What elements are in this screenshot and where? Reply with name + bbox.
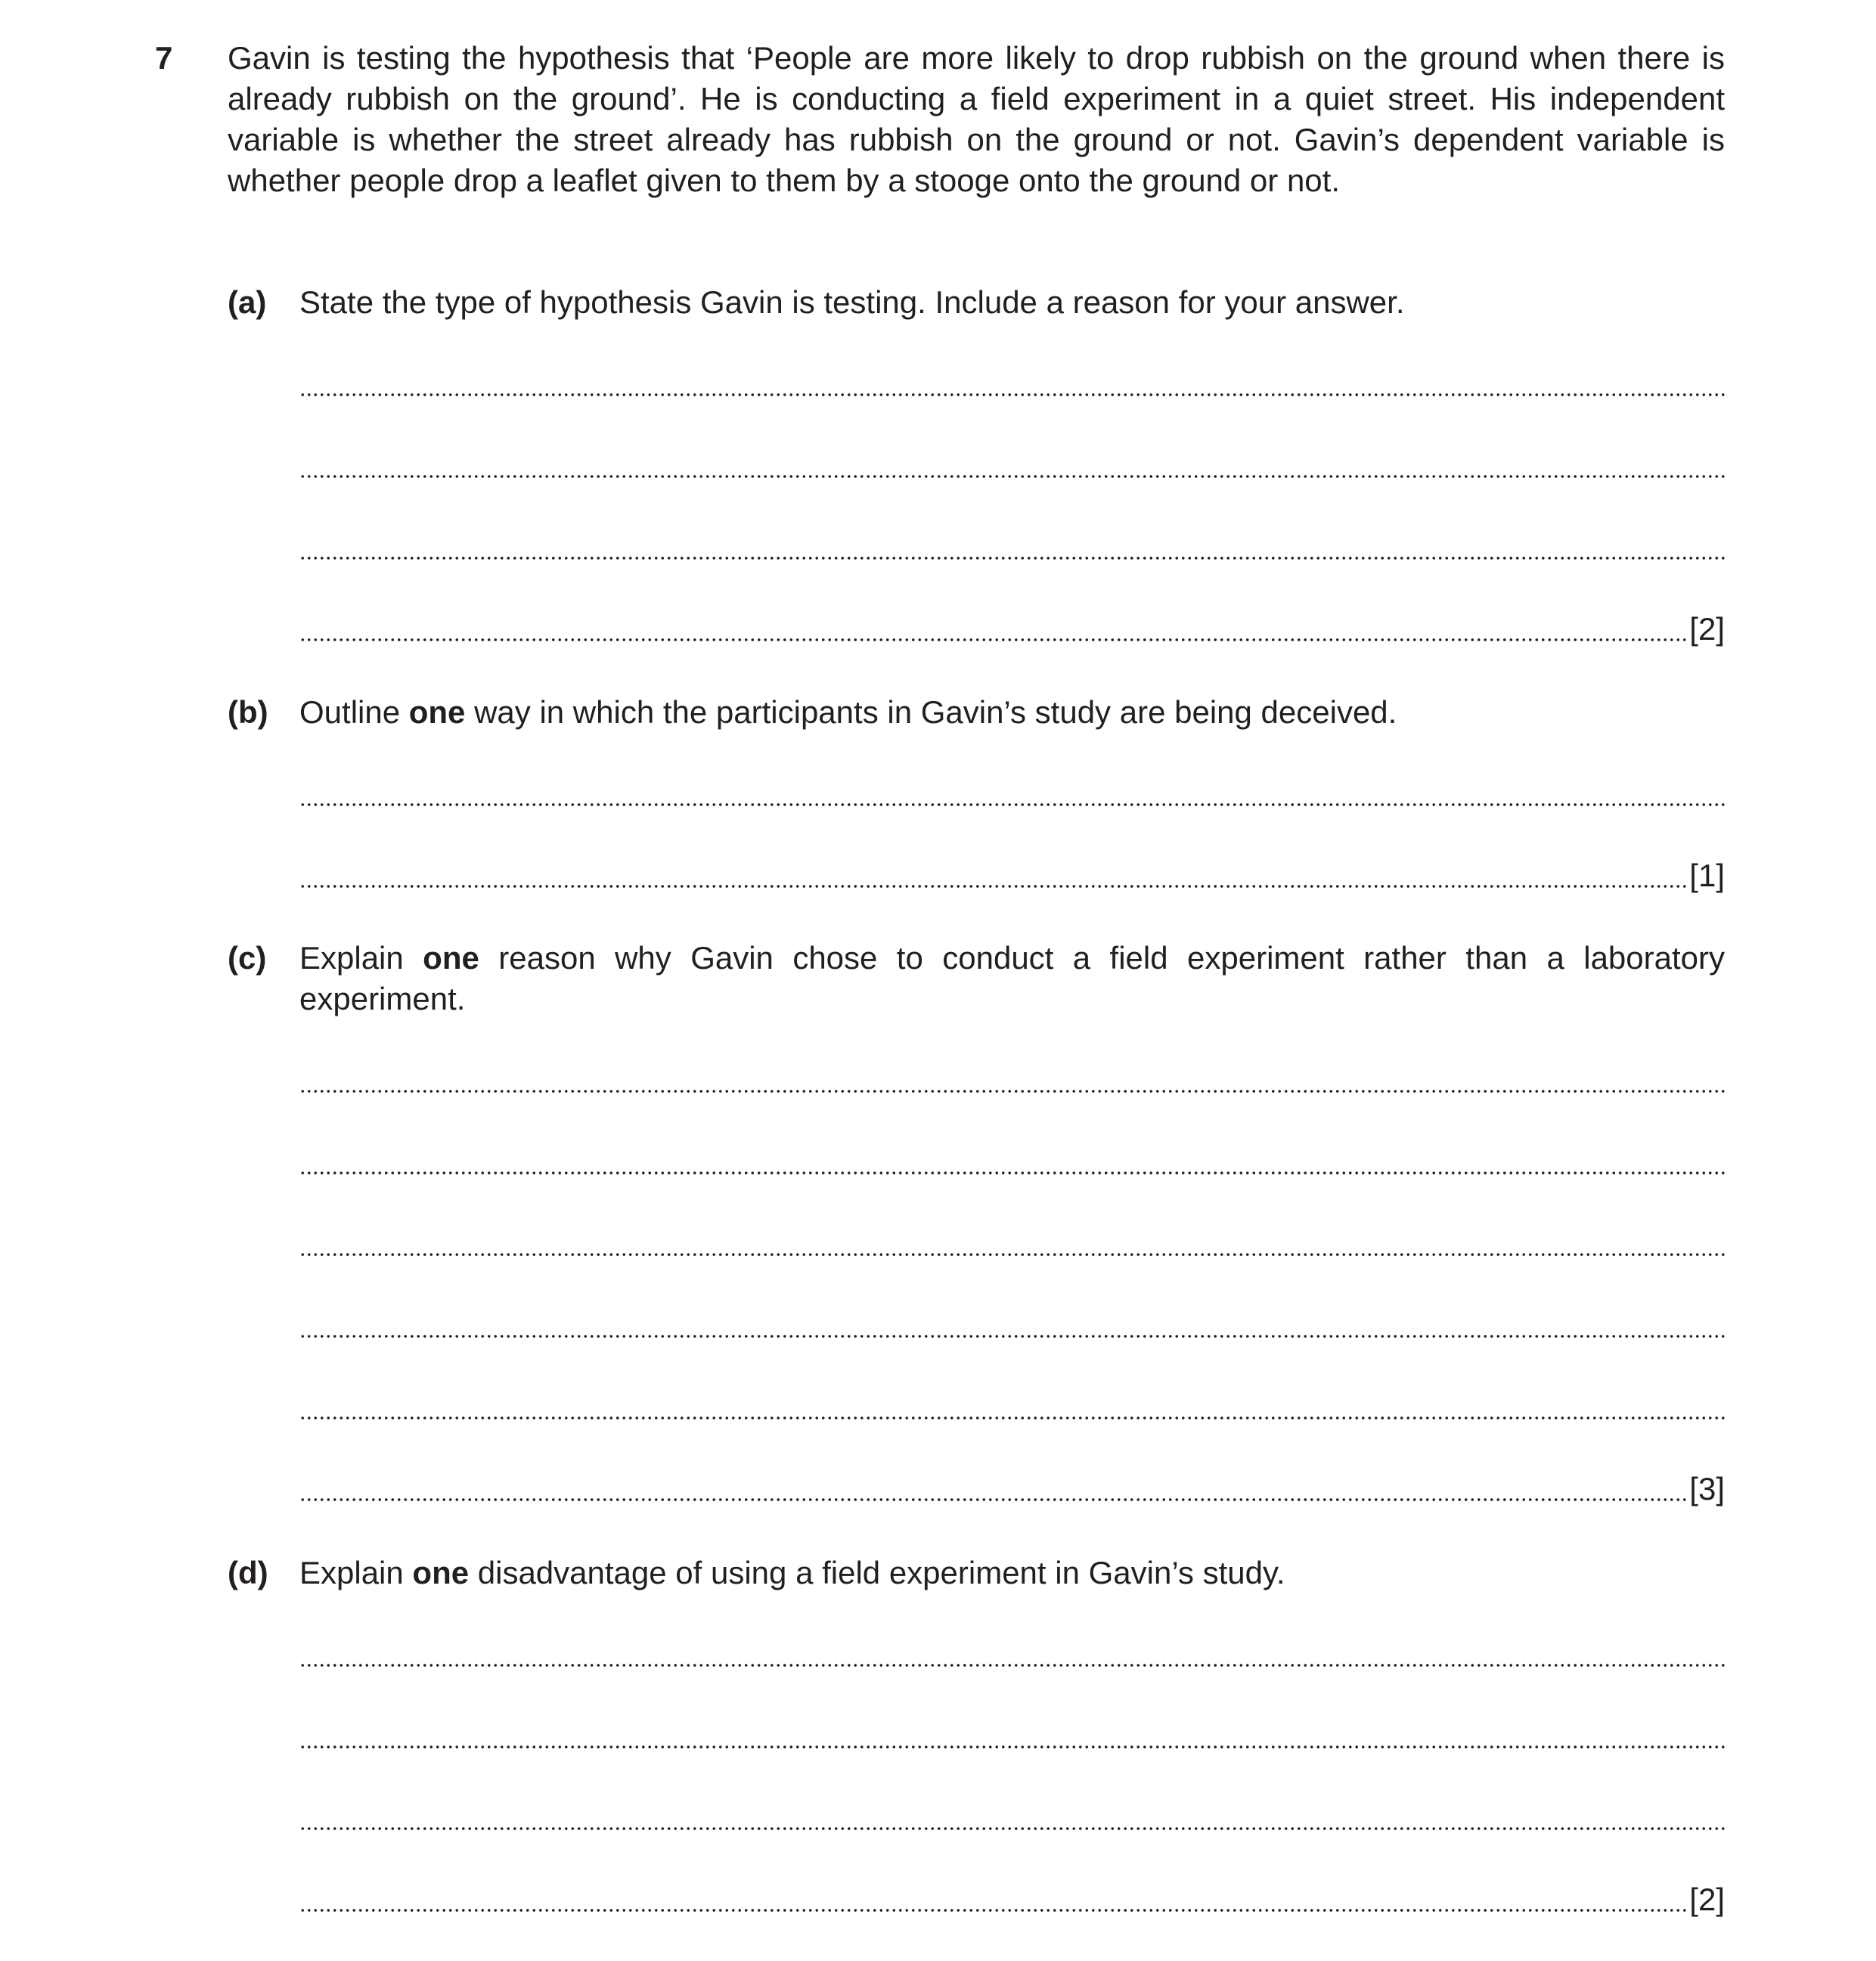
answer-line[interactable] (299, 527, 1725, 568)
answer-line[interactable] (299, 1305, 1725, 1346)
part-d-text-after: disadvantage of using a field experiment in Gavin’s study. (469, 1555, 1285, 1590)
marks-label: [1] (1689, 858, 1725, 893)
part-d-emphasis: one (412, 1555, 470, 1590)
dotted-rule (299, 802, 1725, 807)
part-c-text-after: reason why Gavin chose to conduct a field experiment rather than a laboratory experiment. (299, 940, 1726, 1016)
marks-label: [2] (1689, 1882, 1725, 1917)
dotted-rule (299, 1745, 1725, 1749)
part-d (228, 1553, 1725, 1931)
dotted-rule (299, 1663, 1725, 1668)
answer-line[interactable] (299, 1387, 1725, 1428)
part-d-question (299, 1553, 1725, 1593)
part-c (228, 938, 1725, 1528)
answer-line[interactable] (299, 1798, 1725, 1838)
dotted-rule (299, 638, 1688, 642)
answer-line[interactable] (299, 774, 1725, 814)
dotted-rule (299, 1826, 1725, 1831)
dotted-rule (299, 1171, 1725, 1175)
part-b-emphasis: one (408, 694, 466, 730)
answer-line[interactable] (299, 855, 1725, 896)
dotted-rule (299, 393, 1725, 397)
dotted-rule (299, 884, 1688, 889)
answer-line[interactable] (299, 1224, 1725, 1264)
part-a (228, 282, 1725, 660)
dotted-rule (299, 474, 1725, 479)
dotted-rule (299, 1497, 1688, 1502)
marks-label: [2] (1689, 611, 1725, 647)
dotted-rule (299, 1334, 1725, 1339)
question-number: 7 (155, 40, 173, 76)
part-b (228, 692, 1725, 904)
part-c-question (299, 938, 1725, 1019)
answer-line[interactable] (299, 1142, 1725, 1183)
part-a-label: (a) (228, 284, 267, 320)
answer-line[interactable] (299, 1634, 1725, 1675)
part-a-question: State the type of hypothesis Gavin is testing. Include a reason for your answer. (299, 284, 1405, 320)
part-c-emphasis: one (423, 940, 479, 976)
answer-line[interactable] (299, 445, 1725, 486)
answer-line[interactable] (299, 1879, 1725, 1920)
part-b-text-after: way in which the participants in Gavin’s study are being deceived. (465, 694, 1397, 730)
part-b-label: (b) (228, 694, 268, 730)
part-d-label: (d) (228, 1555, 268, 1590)
question-stem: Gavin is testing the hypothesis that ‘People are more likely to drop rubbish on the ground when there is already rubbish on the ground’. He is conducting a field experiment in a quiet street. His independent variable is whether the street already has rubbish on the ground or not. Gavin’s dependent variable is whether people drop a leaflet given to them by a stooge onto the ground or not. (228, 40, 1725, 198)
answer-line[interactable] (299, 1716, 1725, 1757)
dotted-rule (299, 1252, 1725, 1257)
dotted-rule (299, 1416, 1725, 1420)
part-d-text-before: Explain (299, 1555, 413, 1590)
marks-label: [3] (1689, 1471, 1725, 1506)
answer-line[interactable] (299, 609, 1725, 650)
answer-line[interactable] (299, 1469, 1725, 1510)
part-b-question (299, 692, 1725, 733)
part-c-label: (c) (228, 940, 267, 976)
dotted-rule (299, 1908, 1688, 1913)
part-b-text-before: Outline (299, 694, 409, 730)
dotted-rule (299, 1089, 1725, 1094)
dotted-rule (299, 556, 1725, 560)
answer-line[interactable] (299, 364, 1725, 405)
answer-line[interactable] (299, 1060, 1725, 1101)
part-c-text-before: Explain (299, 940, 423, 976)
